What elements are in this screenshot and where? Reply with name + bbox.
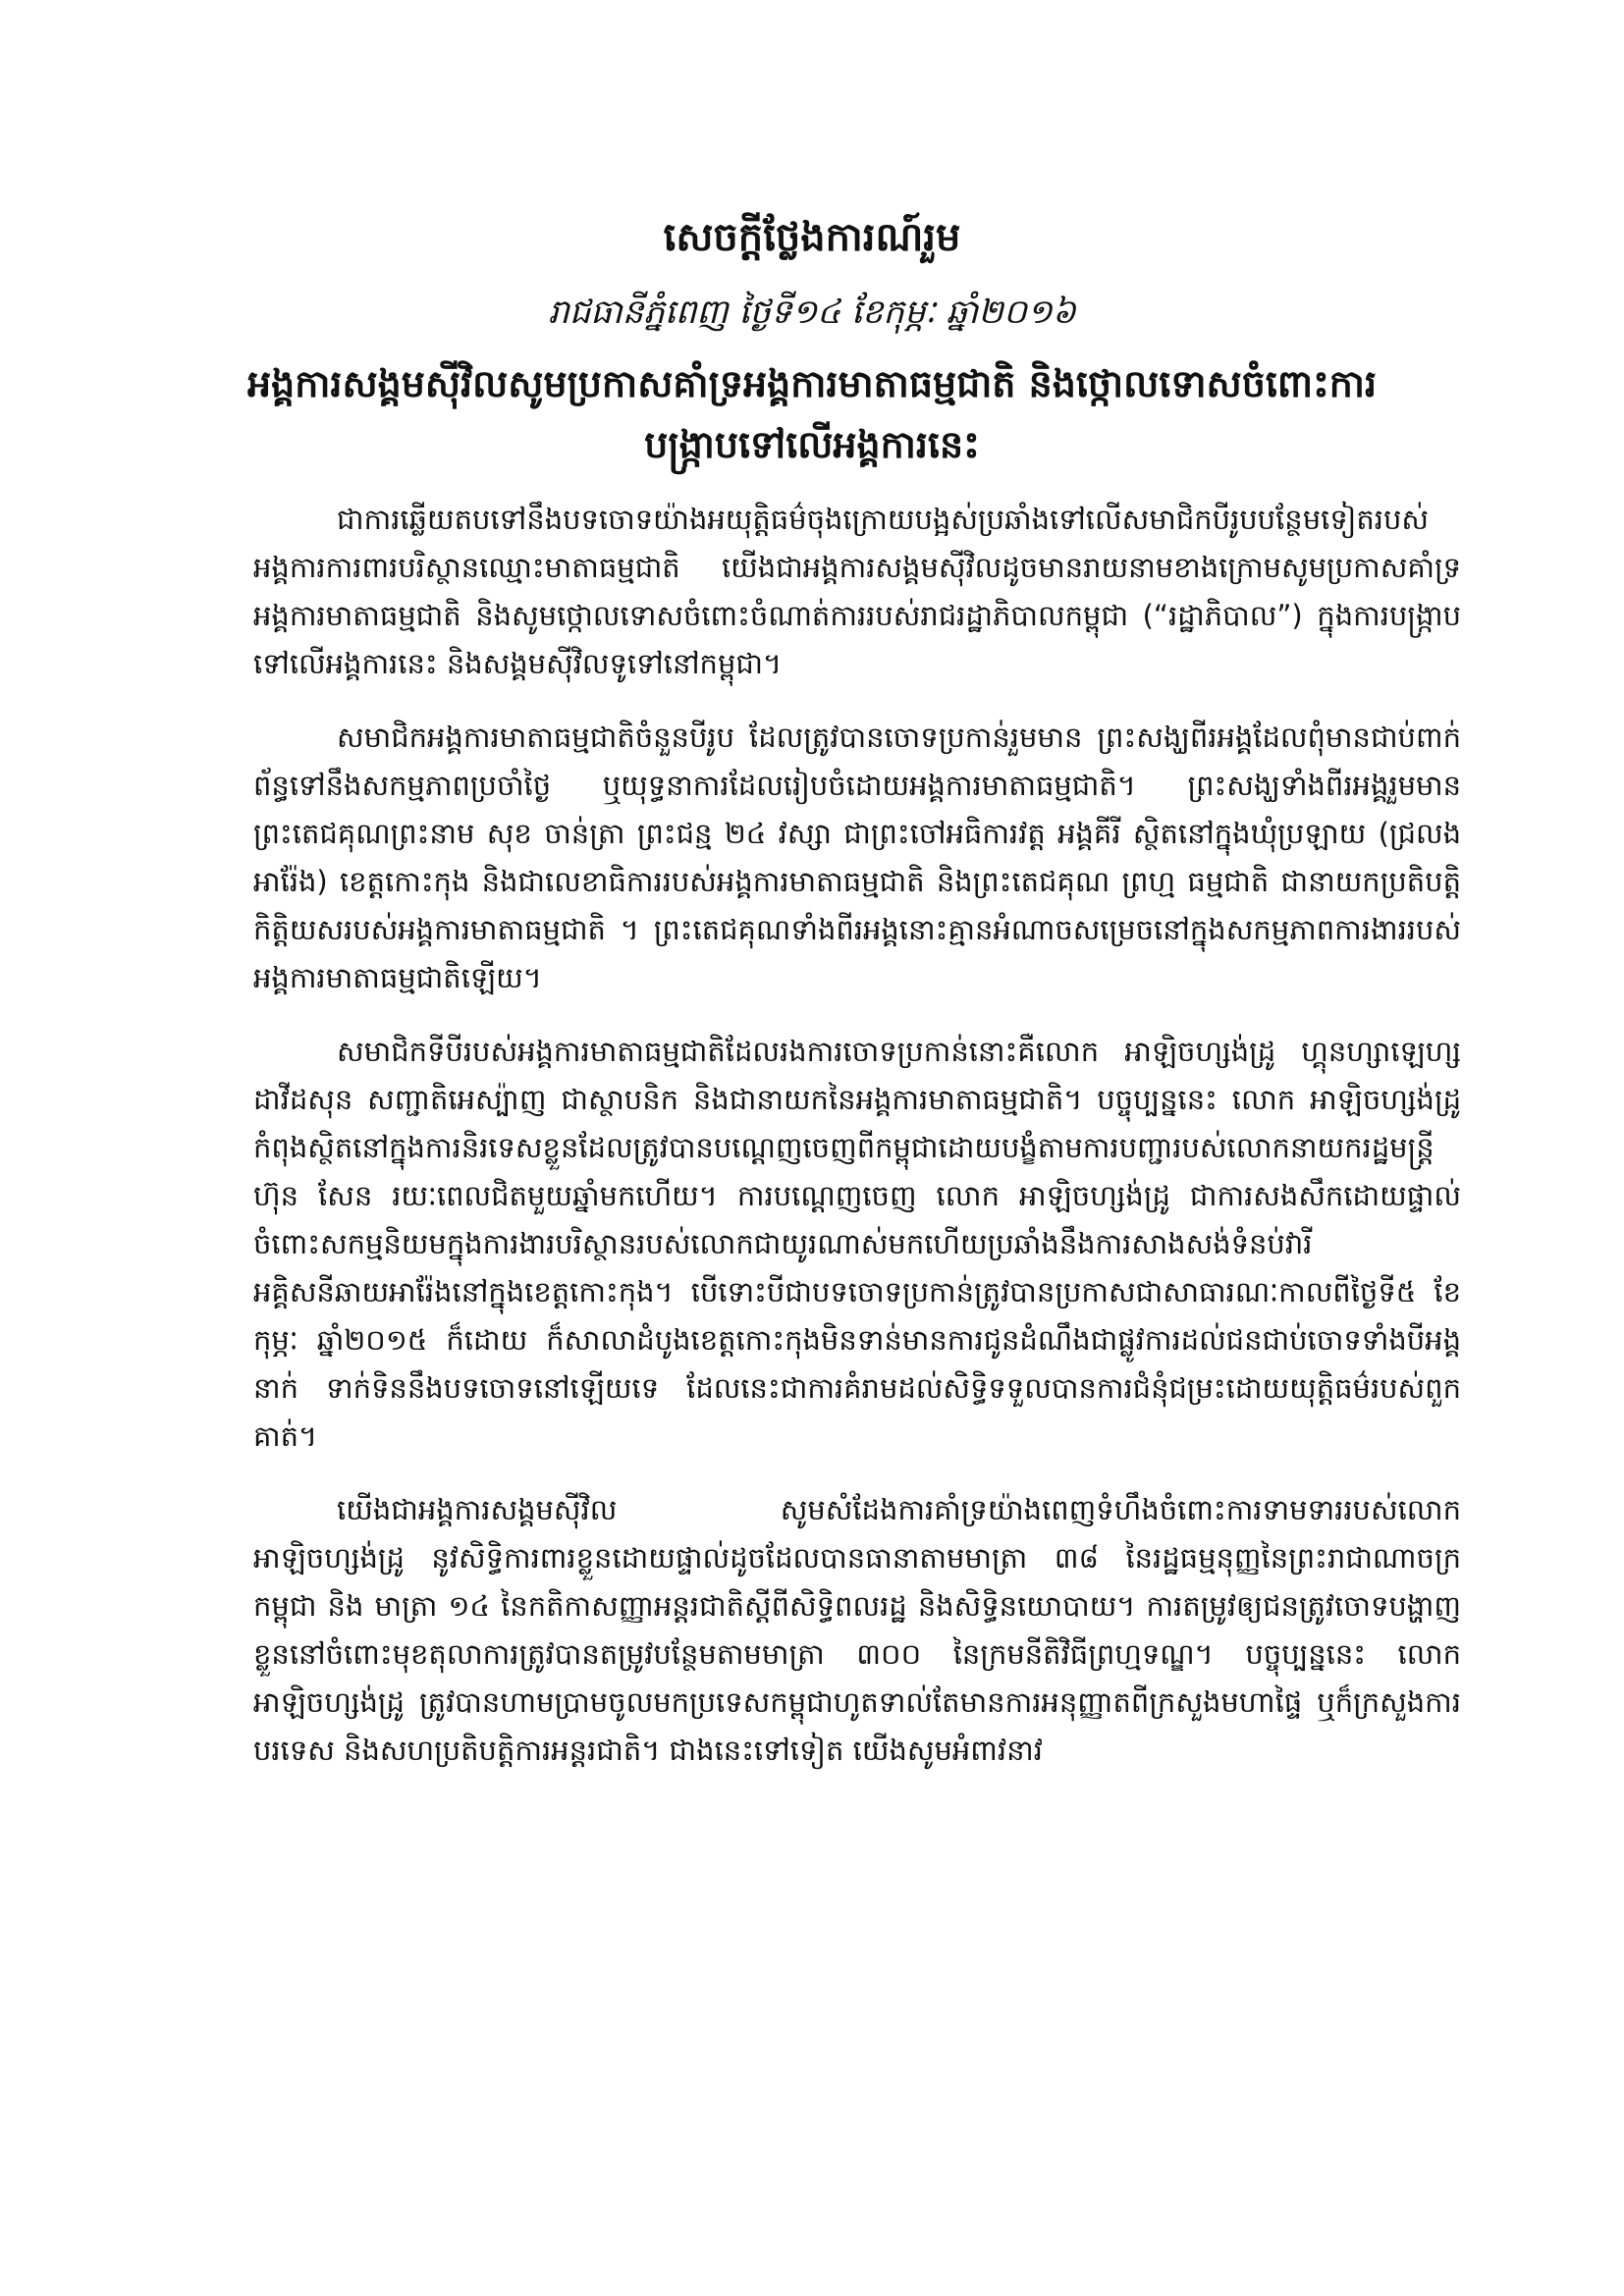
headline: អង្គការសង្គមស៊ីវិលសូមប្រកាសគាំទ្រអង្គការមាតាធម្មជាតិ និងថ្កោលទោសចំពោះការបង្ក្រាបទៅលើអង្គការនេះ bbox=[246, 362, 1378, 466]
paragraph-2: សមាជិកអង្គការមាតាធម្មជាតិចំនួនបីរូប ដែលត្រូវបានចោទប្រកាន់រួមមាន ព្រះសង្ឃពីរអង្គដែលពុំមានជាប់ពាក់ព័ន្ធទៅនឹងសកម្មភាពប្រចាំថ្ងៃ ឬយុទ្ធនាការដែលរៀបចំដោយអង្គការមាតាធម្មជាតិ។ ព្រះសង្ឃទាំងពីរអង្គរួមមាន ព្រះតេជគុណព្រះនាម សុខ ចាន់ត្រា ព្រះជន្ម ២៤ វស្សា ជាព្រះចៅអធិការវត្ត អង្គគីរី ស្ថិតនៅក្នុងឃុំប្រឡាយ (ជ្រលងអារ៉ែង) ខេត្តកោះកុង និងជាលេខាធិការរបស់អង្គការមាតាធម្មជាតិ និងព្រះតេជគុណ ព្រហ្ម ធម្មជាតិ ជានាយកប្រតិបត្តិកិត្តិយសរបស់អង្គការមាតាធម្មជាតិ ។ ព្រះតេជគុណទាំងពីរអង្គនោះគ្មានអំណាចសម្រេចនៅក្នុងសកម្មភាពការងាររបស់អង្គការមាតាធម្មជាតិឡើយ។ bbox=[253, 721, 1461, 994]
document-title: សេចក្តីថ្លែងការណ៍រួម bbox=[663, 215, 961, 260]
paragraph-3: សមាជិកទីបីរបស់អង្គការមាតាធម្មជាតិដែលរងការចោទប្រកាន់នោះគឺលោក អាឡិចហ្សង់ដ្រូ ហ្គុនហ្សាឡេហ្ស ដាវីដសុន សញ្ជាតិអេស្ប៉ាញ ជាស្ថាបនិក និងជានាយកនៃអង្គការមាតាធម្មជាតិ។ បច្ចុប្បន្ននេះ លោក អាឡិចហ្សង់ដ្រូ កំពុងស្ថិតនៅក្នុងការនិរទេសខ្លួនដែលត្រូវបានបណ្តេញចេញពីកម្ពុជាដោយបង្ខំតាមការបញ្ជារបស់លោកនាយករដ្ឋមន្ត្រី ហ៊ុន សែន រយៈពេលជិតមួយឆ្នាំមកហើយ។ ការបណ្តេញចេញ លោក អាឡិចហ្សង់ដ្រូ ជាការសងសឹកដោយផ្ទាល់ចំពោះសកម្មនិយមក្នុងការងារបរិស្ថានរបស់លោកជាយូរណាស់មកហើយប្រឆាំងនឹងការសាងសង់ទំនប់វារីអគ្គិសនីឆាយអារ៉ែងនៅក្នុងខេត្តកោះកុង។ បើទោះបីជាបទចោទប្រកាន់ត្រូវបានប្រកាសជាសាធារណៈកាលពីថ្ងៃទី៥ ខែកុម្ភៈ ឆ្នាំ២០១៥ ក៏ដោយ ក៏សាលាដំបូងខេត្តកោះកុងមិនទាន់មានការជូនដំណឹងជាផ្លូវការដល់ជនជាប់ចោទទាំងបីអង្គ នាក់ ទាក់ទិននឹងបទចោទនៅឡើយទេ ដែលនេះជាការគំរាមដល់សិទ្ធិទទួលបានការជំនុំជម្រះដោយយុត្តិធម៌របស់ពួកគាត់។ bbox=[253, 1035, 1461, 1453]
document-body bbox=[253, 496, 1461, 1800]
paragraph-4: យើងជាអង្គការសង្គមស៊ីវិល សូមសំដែងការគាំទ្រយ៉ាងពេញទំហឹងចំពោះការទាមទាររបស់លោក អាឡិចហ្សង់ដ្រូ នូវសិទ្ធិការពារខ្លួនដោយផ្ទាល់ដូចដែលបានធានាតាមមាត្រា ៣៨ នៃរដ្ឋធម្មនុញ្ញនៃព្រះរាជាណាចក្រកម្ពុជា និង មាត្រា ១៤ នៃកតិកាសញ្ញាអន្តរជាតិស្តីពីសិទ្ធិពលរដ្ឋ និងសិទ្ធិនយោបាយ។ ការតម្រូវឲ្យជនត្រូវចោទបង្ហាញខ្លួននៅចំពោះមុខតុលាការត្រូវបានតម្រូវបន្ថែមតាមមាត្រា ៣០០ នៃក្រមនីតិវិធីព្រហ្មទណ្ឌ។ បច្ចុប្បន្ននេះ លោក អាឡិចហ្សង់ដ្រូ ត្រូវបានហាមប្រាមចូលមកប្រទេសកម្ពុជាហូតទាល់តែមានការអនុញ្ញាតពីក្រសួងមហាផ្ទៃ ឬក៏ក្រសួងការបរទេស និងសហប្រតិបត្តិការអន្តរជាតិ។ ជាងនេះទៅទៀត យើងសូមអំពាវនាវ bbox=[253, 1493, 1461, 1767]
paragraph-1: ជាការឆ្លើយតបទៅនឹងបទចោទយ៉ាងអយុត្តិធម៌ចុងក្រោយបង្អស់ប្រឆាំងទៅលើសមាជិកបីរូបបន្ថែមទៀតរបស់អង្គការការពារបរិស្ថានឈ្មោះមាតាធម្មជាតិ យើងជាអង្គការសង្គមស៊ីវិលដូចមានរាយនាមខាងក្រោមសូមប្រកាសគាំទ្រអង្គការមាតាធម្មជាតិ និងសូមថ្កោលទោសចំពោះចំណាត់ការរបស់រាជរដ្ឋាភិបាលកម្ពុជា (“រដ្ឋាភិបាល”) ក្នុងការបង្ក្រាបទៅលើអង្គការនេះ និងសង្គមស៊ីវិលទូទៅនៅកម្ពុជា។ bbox=[253, 503, 1461, 680]
dateline: រាជធានីភ្នំពេញ ថ្ងៃទី១៤ ខែកុម្ភៈ ឆ្នាំ២០១៦ bbox=[548, 293, 1076, 332]
